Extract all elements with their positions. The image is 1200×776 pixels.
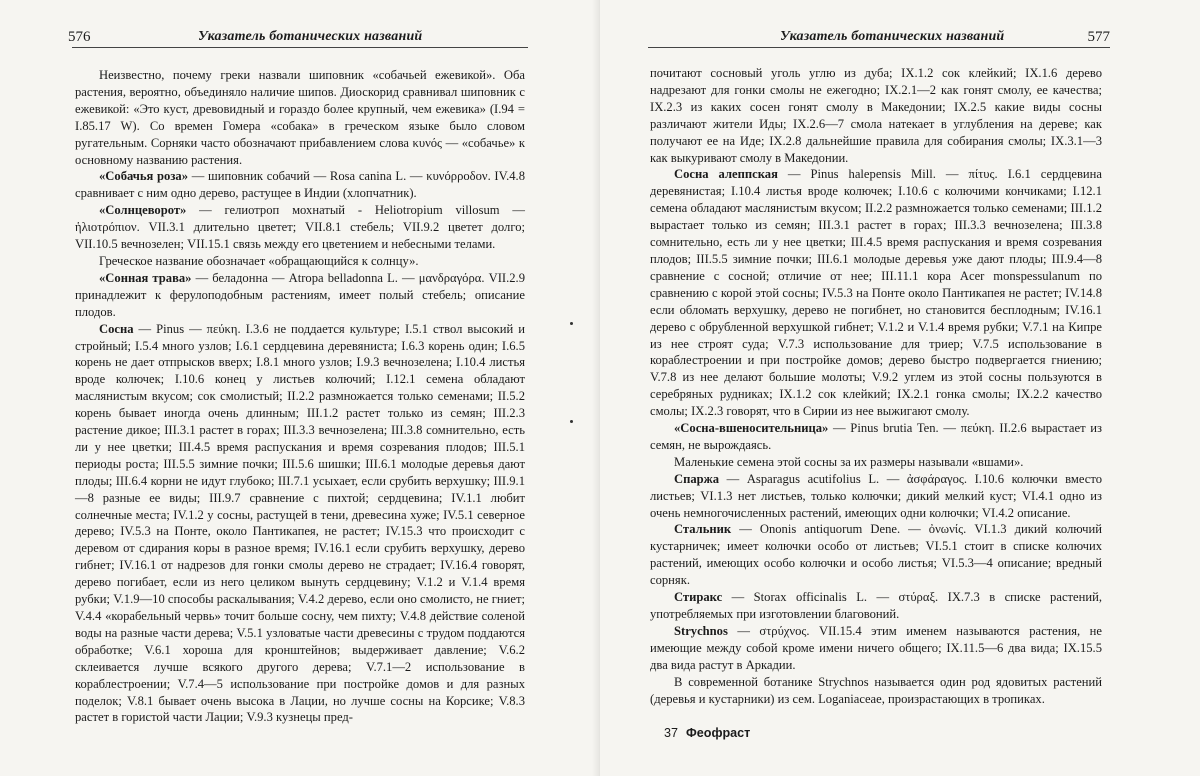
signature-number: 37 bbox=[664, 726, 679, 740]
left-page-body bbox=[75, 67, 525, 726]
right-entry bbox=[650, 521, 1102, 589]
right-page-body bbox=[650, 65, 1102, 707]
right-entry bbox=[650, 623, 1102, 674]
right-entry-text: — Pinus halepensis Mill. — πίτυς. I.6.1 сердцевина деревянистая; I.10.4 листья вроде колючек; I.10.6 с колючими кончиками; I.12.1 семена обладают маслянистым вкусом; II.2.2 размножается только семенами; III.1.2 вырастает только из семян; III.3.1 растет в горах; III.3.3 вечнозелена; III.3.8 сомнительно, есть ли у нее цветки; III.4.5 время распускания и время созревания плодов; III.5.5 зимние почки; III.6.1 молодые деревья уже дают плоды; III.9.4—8 сравнение с сосной; отличие от нее; III.11.1 кора Acer monspessulanum по сравнению с корой этой сосны; IV.5.3 на Понте около Пантикапея не растет; IV.14.8 если обломать верхушку, дерево не погибнет, но становится бесплодным; IV.16.1 дерево с обрубленной верхушкой гибнет; V.1.2 и V.1.4 время рубки; V.7.1 на Кипре из нее строят суда; V.7.3 использование для триер; V.7.5 использование в кораблестроении и при постройке домов; дерево быстро подвергается гниению; V.7.8 из нее делают большие молоты; V.9.2 углем из этой сосны пользуются в серебряных рудниках; IX.1.2 сок клейкий; IX.2.1 гонка смолы; IX.2.2 качество смолы; IX.2.3 говорят, что в Сирии из нее выжигают смолу. bbox=[650, 167, 1103, 419]
left-entry-headword: «Собачья роза» bbox=[99, 169, 189, 184]
right-entry-text: Маленькие семена этой сосны за их размеры называли «вшами». bbox=[674, 454, 1024, 469]
left-page-number: 576 bbox=[68, 29, 91, 45]
scan-speck bbox=[570, 420, 573, 423]
right-head-rule bbox=[648, 47, 1110, 48]
left-entry-text: Неизвестно, почему греки назвали шиповник «собачьей ежевикой». Оба растения, вероятно, объединяло наличие шипов. Диоскорид сравнивал шиповник с ежевикой: «Это куст, древовидный и гораздо более крупный, чем ежевика» (I.94 = I.85.17 W). Со времен Гомера «собака» в греческом языке было словом ругательным. Сорняки часто обозначают прибавлением слова κυνός — «собачье» к основному названию растения. bbox=[75, 68, 525, 167]
right-entry-headword: «Сосна-вшеносительница» bbox=[674, 421, 829, 436]
right-entry-headword: Strychnos bbox=[674, 623, 728, 638]
right-running-title: Указатель ботанических названий bbox=[780, 29, 1005, 44]
left-entry-text: Греческое название обозначает «обращающийся к солнцу». bbox=[99, 253, 419, 268]
signature-footer bbox=[664, 726, 750, 740]
right-entry-headword: Спаржа bbox=[674, 471, 720, 486]
right-entry-text: — Pinus brutia Ten. — πεύκη. II.2.6 вырастает из семян, не вырождаясь. bbox=[650, 421, 1102, 452]
right-entry bbox=[650, 65, 1102, 166]
right-running-head bbox=[648, 28, 1110, 50]
signature-title: Феофраст bbox=[686, 726, 751, 740]
right-entry-text: — στρύχνος. VII.15.4 этим именем называются растения, не имеющие между собой кроме имени ничего общего; IX.11.5—6 два вида; IX.15.5 два вида растут в Аркадии. bbox=[650, 623, 1102, 672]
left-entry-text: — шиповник собачий — Rosa canina L. — κυνόρροδον. IV.4.8 сравнивает с ним одно дерево, растущее в Индии (хлопчатник). bbox=[75, 169, 525, 201]
right-entry-headword: Сосна алеппская bbox=[674, 167, 778, 182]
left-entry bbox=[75, 270, 525, 321]
right-page-number: 577 bbox=[1087, 29, 1110, 45]
left-entry-headword: «Солнцеворот» bbox=[99, 203, 187, 218]
right-entry-text: — Storax officinalis L. — στύραξ. IX.7.3 в списке растений, употребляемых при изготовлении благовоний. bbox=[650, 590, 1102, 621]
right-entry bbox=[650, 674, 1102, 708]
right-entry-text: — Ononis antiquorum Dene. — ὀνωνίς. VI.1.3 дикий колючий кустарничек; имеет колючки особо от листьев; VI.5.1 стоит в списке колючих растений, имеющих особо колючки и особо листья; VI.5.3—4 описание; вредный сорняк. bbox=[650, 522, 1102, 588]
left-entry-headword: Сосна bbox=[99, 321, 134, 336]
right-entry-headword: Стальник bbox=[674, 522, 732, 537]
left-running-head bbox=[68, 28, 528, 50]
right-entry bbox=[650, 471, 1102, 522]
right-entry bbox=[650, 454, 1102, 471]
left-entry-headword: «Сонная трава» bbox=[99, 270, 192, 285]
right-entry bbox=[650, 589, 1102, 623]
left-entry bbox=[75, 202, 525, 253]
right-entry bbox=[650, 166, 1102, 420]
right-entry-text: почитают сосновый уголь углю из дуба; IX.1.2 сок клейкий; IX.1.6 дерево надрезают для гонки смолы не ежегодно; IX.2.1—2 как гонят смолу, ее качества; IX.2.3 из каких сосен гонят смолу в Македонии; IX.2.5 какие виды сосны различают жители Иды; IX.2.6—7 смола натекает в углубления на дереве; как получают ее на Иде; IX.2.8 дальнейшие правила для собирания смолы; IX.3.1—3 как выкуривают смолу в Македонии. bbox=[650, 66, 1102, 165]
left-head-rule bbox=[72, 47, 528, 48]
left-entry-text: — Pinus — πεύκη. I.3.6 не поддается культуре; I.5.1 ствол высокий и стройный; I.5.4 много узлов; I.6.1 сердцевина деревяниста; I.6.3 корень один; I.6.5 корень не дает отпрысков вверх; I.8.1 много узлов; I.9.3 вечнозелена; I.10.4 листья вроде колючек; I.10.6 конец у листьев колючий; I.12.1 семена обладают маслянистым вкусом; сок смолистый; II.2.2 размножается только семенами; II.5.2 корень бывает иногда очень длинным; III.1.2 растет только из семян; III.2.3 растение дикое; III.3.1 растет в горах; III.3.3 вечнозелена; III.3.8 сомнительно, есть ли у нее цветки; III.4.5 время распускания и время созревания плодов; III.5.1 периоды роста; III.5.5 зимние почки; III.5.6 шишки; III.6.1 молодые деревья дают плоды; III.6.4 корни не идут глубоко; III.7.1 усыхает, если срубить верхушку; III.9.1—8 разные ее виды; III.9.7 сравнение с пихтой; сердцевина; IV.1.1 любит солнечные места; IV.1.2 у сосны, растущей в тени, древесина хуже; IV.5.1 северное дерево; IV.5.3 на Понте, около Пантикапея, не растет; IV.15.3 что происходит с деревом от сдирания коры в разное время; IV.16.1 если срубить верхушку, дерево гибнет; IV.16.1 от надрезов для гонки смолы дерево не страдает; IV.16.4 говорят, дерево погибает, если из него целиком вынуть сердцевину; V.1.2 и V.1.4 время рубки; V.1.9—10 способы раскалывания; V.4.2 дерево, если оно смолисто, не гниет; V.4.4 «корабельный червь» точит больше сосну, чем пихту; V.4.8 действие соленой воды на разные части дерева; V.5.1 узловатые части древесины с трудом поддаются обработке; V.6.1 хороша для кронштейнов; выдерживает давление; V.6.2 склеивается лучше всякого другого дерева; V.7.1—2 использование в кораблестроении; V.7.4—5 использование при постройке домов и для разных поделок; V.8.1 бывает очень высока в Лации, но лучше сосны на Корсике; V.8.3 растет в гористой части Лации; V.9.3 кузнецы пред- bbox=[75, 321, 525, 725]
right-entry-text: В современной ботанике Strychnos называется один род ядовитых растений (деревья и кустарники) из сем. Loganiaceae, произрастающих в тропиках. bbox=[650, 674, 1102, 706]
right-entry-headword: Стиракс bbox=[674, 590, 723, 605]
left-entry-text: — беладонна — Atropa belladonna L. — μανδραγόρα. VII.2.9 принадлежит к ферулоподобным растениям, имеет полый стебель; описание плодов. bbox=[75, 270, 525, 319]
left-entry-text: — гелиотроп мохнатый - Heliotropium villosum — ἡλιοτρόπιον. VII.3.1 длительно цветет; VII.8.1 стебель; VII.9.2 цветет долго; VII.10.5 вечнозелен; VII.15.1 связь между его цветением и небесными телами. bbox=[75, 203, 525, 252]
left-entry bbox=[75, 321, 525, 727]
right-entry-text: — Asparagus acutifolius L. — ἀσφάραγος. I.10.6 колючки вместо листьев; VI.1.3 нет листьев, только колючки; дикий мелкий куст; VI.4.1 одно из очень немногочисленных растений, имеющих одни колючки; VI.4.2 описание. bbox=[650, 471, 1102, 520]
left-running-title: Указатель ботанических названий bbox=[198, 29, 423, 44]
scan-speck bbox=[570, 322, 573, 325]
left-entry bbox=[75, 67, 525, 168]
left-entry bbox=[75, 168, 525, 202]
left-entry bbox=[75, 253, 525, 270]
right-entry bbox=[650, 420, 1102, 454]
